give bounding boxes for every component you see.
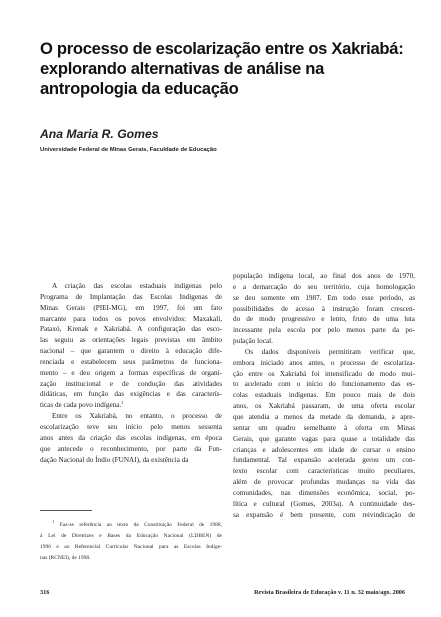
text-line: [40, 389, 222, 400]
text-line-content: texto escolar com características muito peculiares,: [233, 467, 415, 476]
text-line: [233, 510, 415, 521]
text-line: [233, 412, 415, 423]
text-line: [40, 303, 222, 314]
text-line-content: sentar um quadro semelhante à oferta em Minas: [233, 423, 415, 432]
text-line-content: que atendia a menos da metade da demanda, a apre-: [233, 412, 415, 421]
text-line: [40, 553, 222, 564]
text-line-content: e a demarcação do seu território, cuja homologação: [233, 282, 415, 291]
text-line-content: nas (RCNEI), de 1998.: [40, 554, 91, 561]
text-line: [233, 423, 415, 434]
text-line-content: renciada e estabelecem seus parâmetros de funciona-: [40, 357, 222, 366]
text-line: [233, 314, 415, 325]
text-line-content: anos antes da criação das escolas indígenas, em época: [40, 433, 222, 442]
text-line: [40, 520, 222, 531]
text-line-content: A criação das escolas estaduais indígenas pelo: [52, 282, 222, 290]
text-line-content: população indígena local, ao final dos anos de 1970,: [233, 272, 415, 280]
author-affiliation: Universidade Federal de Minas Gerais, Faculdade de Educação: [40, 147, 217, 153]
text-line: [233, 379, 415, 390]
text-line-content: ticas de cada povo indígena.: [40, 401, 122, 410]
text-line-content: anos, os Xakriabá passaram, de uma oferta escolar: [233, 402, 415, 411]
text-line-content: ção entre os Xakriabá foi intensificado de modo mui-: [233, 369, 415, 378]
text-line-content: fundamental. Tal expansão acelerada gerou um con-: [233, 456, 415, 465]
text-line: [233, 499, 415, 510]
text-line-content: Entre os Xakriabá, no entanto, o processo de: [52, 412, 222, 421]
text-line: [233, 358, 415, 369]
text-line-content: Faz-se referência ao texto da Constituição Federal de 1988,: [59, 522, 223, 528]
article-title-line: antropologia da educação: [40, 79, 239, 98]
text-line: [233, 325, 415, 336]
text-line: [233, 401, 415, 412]
text-line: [233, 477, 415, 488]
text-line: [40, 335, 222, 346]
text-line-content: embora iniciado anos antes, o processo de escolariza-: [233, 358, 415, 367]
text-line-content: lítica e cultural (Gomes, 2003a). A continuidade des-: [233, 499, 415, 508]
text-line-content: mento – e deu origem a formas específicas de organi-: [40, 368, 222, 377]
text-line-content: sa expansão é bem presente, com reivindicação de: [233, 510, 415, 519]
text-line: [40, 292, 222, 303]
text-line: [233, 466, 415, 477]
journal-citation: Revista Brasileira de Educação v. 11 n. 32 maio/ago. 2006: [254, 589, 405, 596]
text-line: [40, 411, 222, 422]
body-column-left: [40, 281, 222, 465]
text-line-content: zação institucional e de condução das atividades: [40, 379, 222, 388]
text-line-content: Gerais, que garante vagas para quase a totalidade das: [233, 434, 415, 443]
text-line-content: to acelerado com o início do funcionamento das es-: [233, 380, 415, 389]
article-title-line: O processo de escolarização entre os Xakriabá:: [40, 39, 404, 58]
text-line: [40, 368, 222, 379]
text-line-content: didáticas, em função das exigências e das caracterís-: [40, 390, 222, 399]
text-line: [40, 379, 222, 390]
footnote-reference: 1: [121, 400, 124, 406]
text-line-content: incessante pela escola por pelo menos parte da po-: [233, 326, 415, 335]
text-line-content: à Lei de Diretrizes e Bases da Educação Nacional (LDBEN) de: [40, 532, 222, 539]
text-line: [40, 314, 222, 325]
footnote-marker: 1: [52, 519, 55, 524]
text-line: [233, 336, 415, 347]
page-number: 316: [40, 589, 50, 596]
body-column-right: [233, 271, 415, 520]
article-title: [40, 39, 425, 99]
text-line: [40, 433, 222, 444]
text-line: [40, 400, 222, 411]
text-line-content: colas estaduais indígenas. Em pouco mais de dois: [233, 391, 415, 400]
text-line: [233, 445, 415, 456]
text-line-content: comunidades, nas dimensões econômica, social, po-: [233, 488, 415, 497]
text-line-content: Pataxó, Krenak e Xakriabá. A configuração das esco-: [40, 325, 222, 334]
text-line: [233, 293, 415, 304]
text-line-content: além de provocar profundas mudanças na vida das: [233, 478, 415, 487]
text-line-content: dação Nacional do Índio (FUNAI), da existência da: [40, 455, 189, 464]
text-line: [40, 531, 222, 542]
text-line: [40, 357, 222, 368]
text-line-content: se deu somente em 1987. Em todo esse período, as: [233, 293, 415, 302]
footnote: [40, 520, 222, 564]
text-line: [233, 455, 415, 466]
text-line-content: escolarização teve seu início pelo menos sessenta: [40, 422, 222, 431]
text-line: [233, 271, 415, 282]
text-line: [233, 282, 415, 293]
text-line-content: las seguiu as orientações legais previstas em âmbito: [40, 336, 222, 345]
text-line: [233, 390, 415, 401]
text-line-content: que antecede o reconhecimento, por parte da Fun-: [40, 444, 222, 453]
text-line-content: crianças e adolescentes em idade de cursar o ensino: [233, 445, 415, 454]
text-line: [40, 444, 222, 455]
text-line: [40, 542, 222, 553]
text-line: [40, 455, 222, 466]
text-line: [233, 347, 415, 358]
text-line: [40, 346, 222, 357]
text-line-content: Minas Gerais (PIEI-MG), em 1997, foi um fato: [40, 303, 222, 312]
text-line: [40, 281, 222, 292]
text-line: [40, 422, 222, 433]
text-line-content: marcante para todos os povos envolvidos: Maxakali,: [40, 314, 222, 323]
text-line-content: do de modo progressivo e lento, fruto de uma luta: [233, 315, 415, 324]
text-line-content: Programa de Implantação das Escolas Indígenas de: [40, 292, 222, 301]
text-line-content: pulação local.: [233, 337, 273, 346]
footnote-divider: [40, 510, 92, 511]
text-line: [233, 304, 415, 315]
text-line-content: nacional – que garantem o direito à educação dife-: [40, 347, 222, 356]
text-line: [233, 434, 415, 445]
text-line-content: 1996 e ao Referencial Curricular Nacional para as Escolas Indíge-: [40, 543, 222, 550]
text-line: [233, 488, 415, 499]
article-title-line: explorando alternativas de análise na: [40, 59, 325, 78]
text-line-content: Os dados disponíveis permitiram verificar que,: [245, 347, 415, 356]
text-line: [233, 369, 415, 380]
text-line-content: possibilidades de acesso à instrução foram crescen-: [233, 304, 415, 313]
author-name: Ana Maria R. Gomes: [40, 127, 159, 141]
text-line: [40, 324, 222, 335]
